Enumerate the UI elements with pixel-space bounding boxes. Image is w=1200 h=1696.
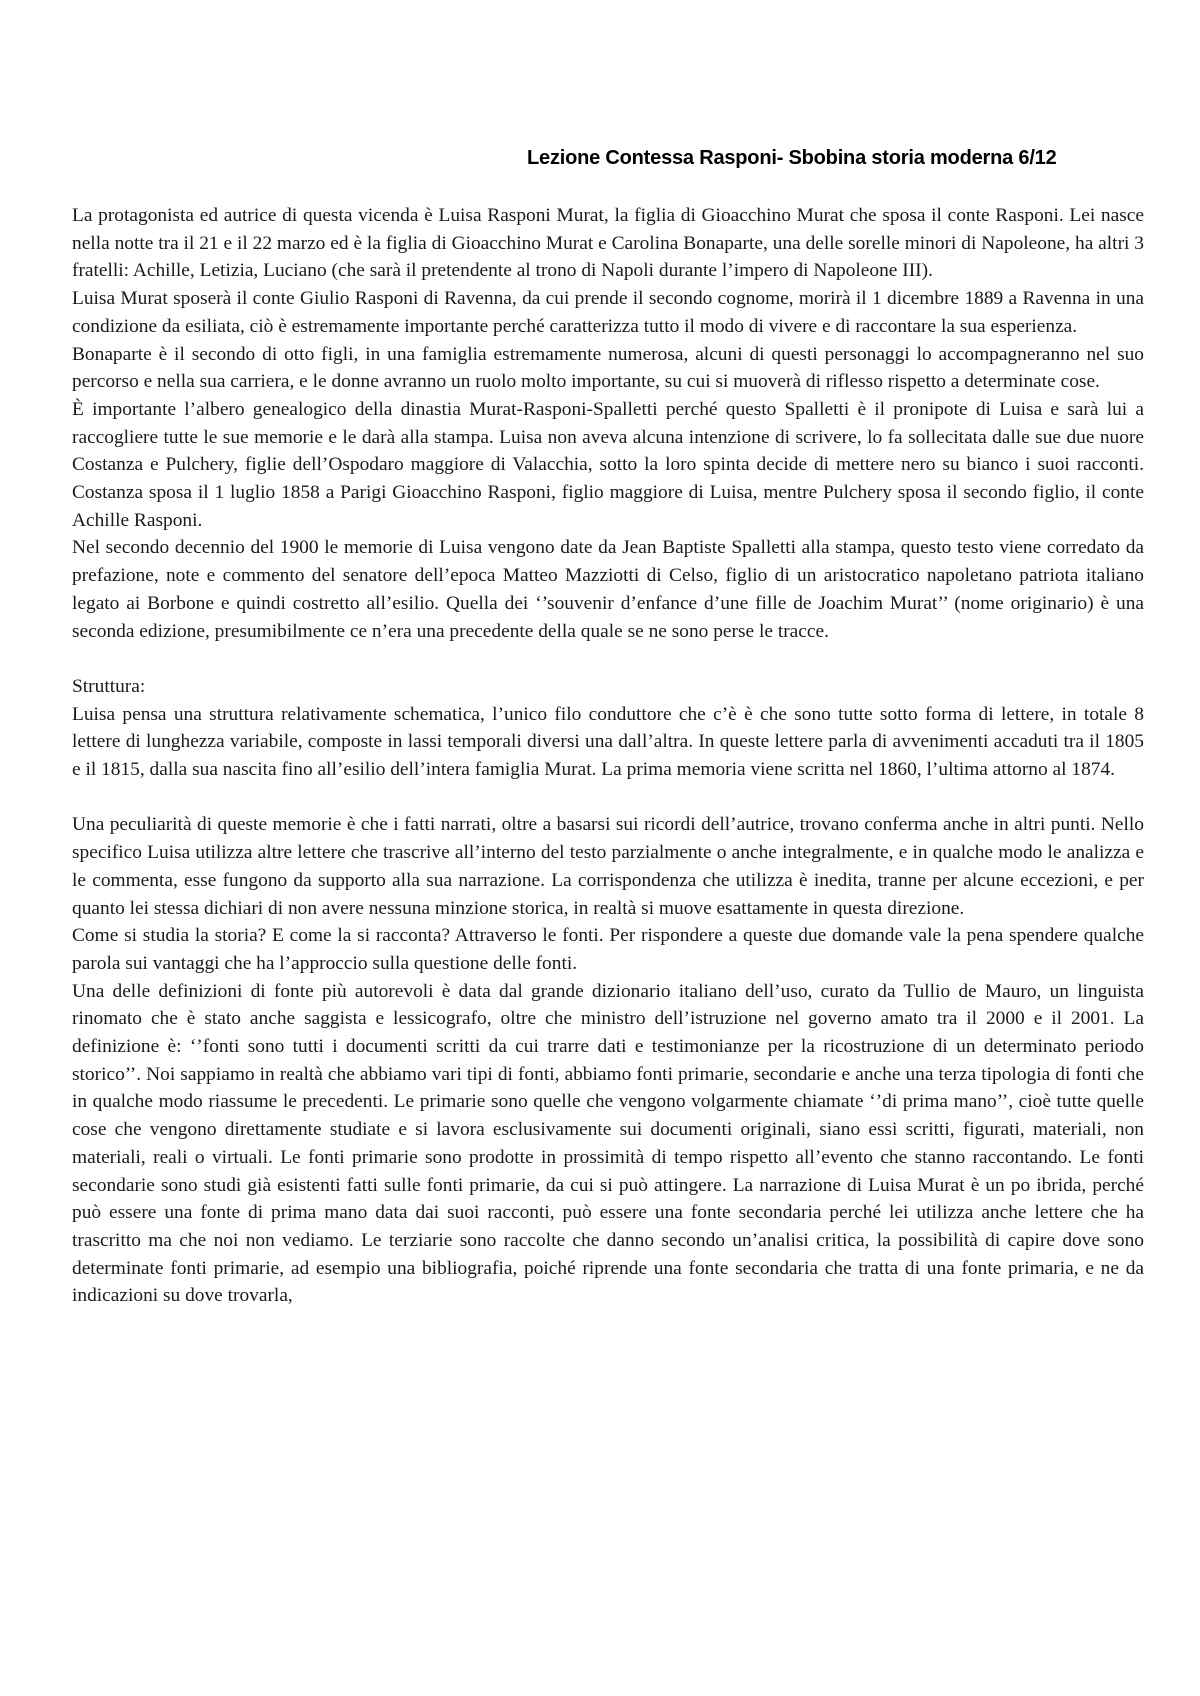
paragraph-spacer xyxy=(72,645,1144,673)
paragraph-peculiarity: Una peculiarità di queste memorie è che i fatti narrati, oltre a basarsi sui ricordi dell’autrice, trovano conferma anche in altri punti. Nello specifico Luisa utilizza altre lettere che trascrive all’interno del testo parzialmente o anche integralmente, e in qualche modo le analizza e le commenta, esse fungono da supporto alla sua narrazione. La corrispondenza che utilizza è inedita, tranne per alcune eccezioni, e per quanto lei stessa dichiari di non avere nessuna minzione storica, in realtà si muove esattamente in questa direzione. xyxy=(72,814,1144,919)
paragraph-structure: Luisa pensa una struttura relativamente schematica, l’unico filo conduttore che c’è è che sono tutte sotto forma di lettere, in totale 8 lettere di lunghezza variabile, composte in lassi temporali diversi una dall’altra. In queste lettere parla di avvenimenti accaduti tra il 1805 e il 1815, dalla sua nascita fino all’esilio dell’intera famiglia Murat. La prima memoria viene scritta nel 1860, l’ultima attorno al 1874. xyxy=(72,703,1144,781)
paragraph-source-definition: Una delle definizioni di fonte più autorevoli è data dal grande dizionario italiano dell’uso, curato da Tullio de Mauro, un linguista rinomato che è stato anche saggista e lessicografo, oltre che ministro dell’istruzione nel governo amato tra il 2000 e il 2001. La definizione è: ‘’fonti sono tutti i documenti scritti da cui trarre dati e testimonianze per la ricostruzione di un determinato periodo storico’’. Noi sappiamo in realtà che abbiamo vari tipi di fonti, abbiamo fonti primarie, secondarie e anche una terza tipologia di fonti che in qualche modo riassume le precedenti. Le primarie sono quelle che vengono volgarmente chiamate ‘’di prima mano’’, cioè tutte quelle cose che vengono direttamente studiate e si lavora esclusivamente sui documenti originali, siano essi scritti, figurati, materiali, non materiali, reali o virtuali. Le fonti primarie sono prodotte in prossimità di tempo rispetto all’evento che stanno raccontando. Le fonti secondarie sono studi già esistenti fatti sulle fonti primarie, da cui si può attingere. La narrazione di Luisa Murat è un po ibrida, perché può essere una fonte di prima mano data dai suoi racconti, può essere una fonte secondaria perché lei utilizza anche lettere che ha trascritto ma che noi non vediamo. Le terziarie sono raccolte che danno secondo un’analisi critica, la possibilità di capire dove sono determinate fonti primarie, ad esempio una bibliografia, poiché riprende una fonte secondaria che tratta di una fonte primaria, e ne da indicazioni su dove trovarla, xyxy=(72,980,1144,1307)
page-title: Lezione Contessa Rasponi- Sbobina storia moderna 6/12 xyxy=(527,147,1057,169)
section-heading-structure: Struttura: xyxy=(72,675,146,697)
paragraph-bonaparte-family: Bonaparte è il secondo di otto figli, in una famiglia estremamente numerosa, alcuni di questi personaggi lo accompagneranno nel suo percorso e nella sua carriera, e le donne avranno un ruolo molto importante, su cui si muoverà di riflesso rispetto a determinate cose. xyxy=(72,343,1144,393)
paragraph-sources-question: Come si studia la storia? E come la si racconta? Attraverso le fonti. Per rispondere a queste due domande vale la pena spendere qualche parola sui vantaggi che ha l’approccio sulla questione delle fonti. xyxy=(72,925,1144,974)
paragraph-marriage: Luisa Murat sposerà il conte Giulio Rasponi di Ravenna, da cui prende il secondo cognome, morirà il 1 dicembre 1889 a Ravenna in una condizione da esiliata, ciò è estremamente importante perché caratterizza tutto il modo di vivere e di raccontare la sua esperienza. xyxy=(72,288,1144,337)
paragraph-spacer xyxy=(72,784,1144,812)
paragraph-publication: Nel secondo decennio del 1900 le memorie di Luisa vengono date da Jean Baptiste Spalletti alla stampa, questo testo viene corredato da prefazione, note e commento del senatore dell’epoca Matteo Mazziotti di Celso, figlio di un aristocratico napoletano patriota italiano legato ai Borbone e quindi costretto all’esilio. Quella dei ‘’souvenir d’enfance d’une fille de Joachim Murat’’ (nome originario) è una seconda edizione, presumibilmente ce n’era una precedente della quale se ne sono perse le tracce. xyxy=(72,537,1144,642)
paragraph-genealogy: È importante l’albero genealogico della dinastia Murat-Rasponi-Spalletti perché questo Spalletti è il pronipote di Luisa e sarà lui a raccogliere tutte le sue memorie e le darà alla stampa. Luisa non aveva alcuna intenzione di scrivere, lo fa sollecitata dalle sue due nuore Costanza e Pulchery, figlie dell’Ospodaro maggiore di Valacchia, sotto la loro spinta decide di mettere nero su bianco i suoi racconti. Costanza sposa il 1 luglio 1858 a Parigi Gioacchino Rasponi, figlio maggiore di Luisa, mentre Pulchery sposa il secondo figlio, il conte Achille Rasponi. xyxy=(72,398,1144,531)
paragraph-intro: La protagonista ed autrice di questa vicenda è Luisa Rasponi Murat, la figlia di Gioacchino Murat che sposa il conte Rasponi. Lei nasce nella notte tra il 21 e il 22 marzo ed è la figlia di Gioacchino Murat e Carolina Bonaparte, una delle sorelle minori di Napoleone, ha altri 3 fratelli: Achille, Letizia, Luciano (che sarà il pretendente al trono di Napoli durante l’impero di Napoleone III). xyxy=(72,205,1144,282)
document-body xyxy=(72,202,1144,1310)
